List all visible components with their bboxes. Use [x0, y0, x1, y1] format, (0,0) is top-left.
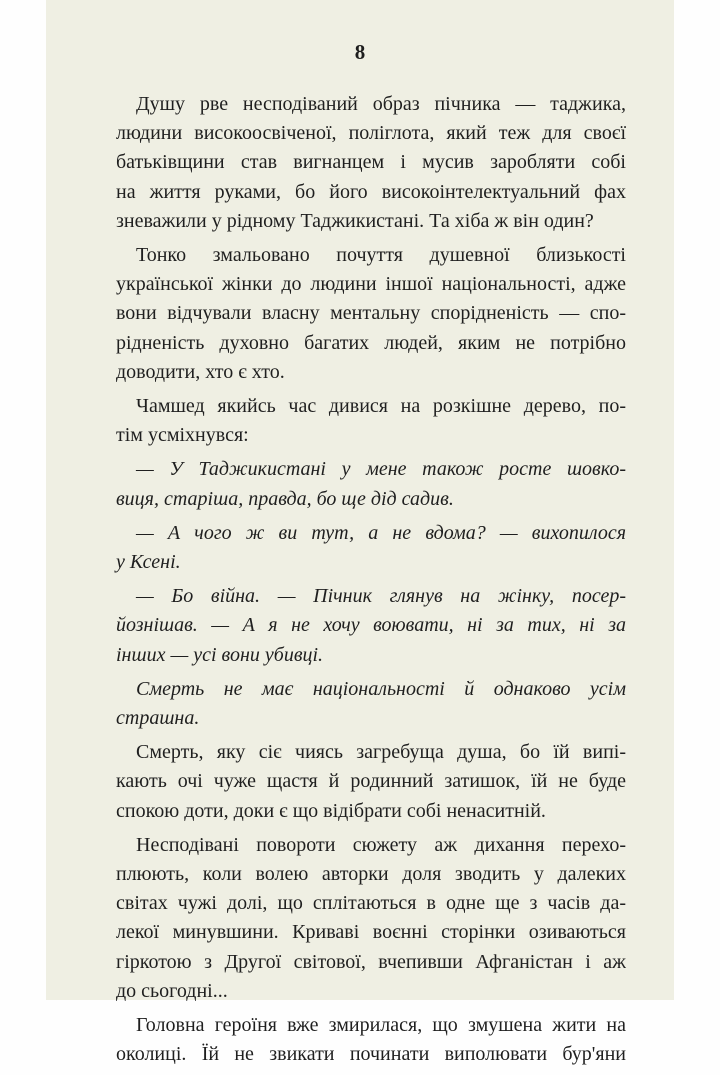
paragraph: [116, 241, 626, 387]
text-line: зневажили у рідному Таджикистані. Та хіба ж він один?: [116, 209, 594, 232]
text-line: тім усміхнувся:: [116, 424, 249, 447]
paragraph: [116, 519, 626, 577]
text-line: плюють, коли волею авторки доля зводить у далеких: [116, 863, 626, 886]
text-line: людини високоосвіченої, поліглота, який теж для своєї: [116, 122, 626, 145]
paragraph: [116, 582, 626, 670]
text-line: лекої минувшини. Криваві воєнні сторінки озиваються: [116, 921, 626, 944]
paragraph: [116, 1011, 626, 1069]
text-line: — А чого ж ви тут, а не вдома? — вихопилося: [136, 521, 626, 544]
text-line: Душу рве несподіваний образ пічника — таджика,: [136, 93, 626, 115]
text-line: на життя руками, бо його високоінтелектуальний фах: [116, 180, 626, 203]
text-line: спокою доти, доки є що відібрати собі ненаситній.: [116, 799, 546, 822]
paragraph: [116, 90, 626, 236]
text-line: Несподівані повороти сюжету аж дихання перехо-: [136, 833, 626, 856]
text-line: української жінки до людини іншої національності, адже: [116, 273, 626, 296]
text-line: кають очі чуже щастя й родинний затишок, їй не буде: [116, 770, 626, 793]
paragraph: [116, 392, 626, 450]
paragraph: [116, 831, 626, 1006]
text-line: Чамшед якийсь час дивися на розкішне дерево, по-: [136, 395, 626, 418]
book-page: [46, 0, 674, 1066]
paragraph: [116, 455, 626, 513]
text-line: у Ксені.: [116, 551, 181, 574]
text-line: — У Таджикистані у мене також росте шовко-: [136, 458, 626, 481]
text-line: йознішав. — А я не хочу воювати, ні за тих, ні за: [116, 614, 626, 637]
text-line: інших — усі вони убивці.: [116, 643, 324, 666]
page-number: 8: [354, 40, 366, 64]
body-text: [116, 90, 626, 1075]
text-line: околиці. Їй не звикати починати виполювати бур'яни: [116, 1043, 626, 1066]
text-line: доводити, хто є хто.: [116, 360, 285, 383]
text-line: вони відчували власну ментальну спорідненість — спо-: [116, 302, 626, 325]
text-line: до сьогодні...: [116, 979, 228, 1002]
text-line: рідненість духовно багатих людей, яким не потрібно: [116, 331, 626, 354]
text-line: Смерть, яку сіє чиясь загребуща душа, бо їй випі-: [136, 741, 626, 764]
text-line: виця, старіша, правда, бо ще дід садив.: [116, 487, 454, 510]
text-line: Смерть не має національності й однаково усім: [136, 677, 626, 700]
text-line: Тонко змальовано почуття душевної близькості: [136, 244, 626, 267]
text-line: Головна героїня вже змирилася, що змушена жити на: [136, 1014, 626, 1037]
text-line: страшна.: [116, 707, 200, 730]
text-line: — Бо війна. — Пічник глянув на жінку, посер-: [136, 585, 626, 608]
paragraph: [116, 738, 626, 826]
paragraph: [116, 675, 626, 733]
text-line: світах чужі долі, що сплітаються в одне ще з часів да-: [116, 892, 626, 915]
text-line: батьківщини став вигнанцем і мусив заробляти собі: [116, 151, 626, 174]
text-line: гіркотою з Другої світової, вчепивши Афганістан і аж: [116, 950, 626, 973]
